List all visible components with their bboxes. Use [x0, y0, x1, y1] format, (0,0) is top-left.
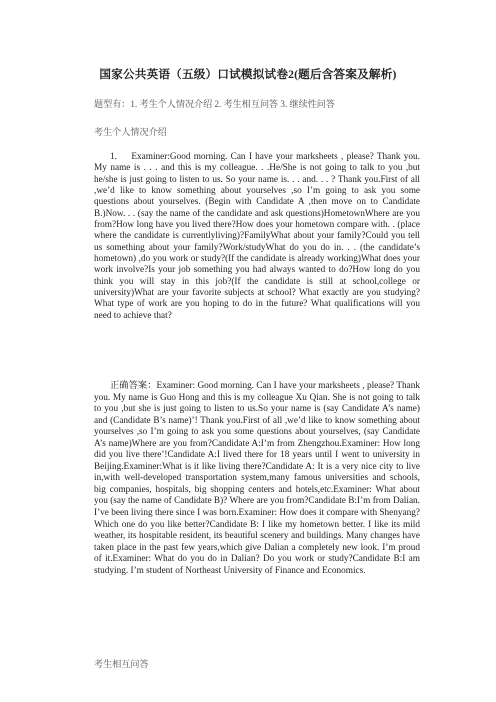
answer-paragraph: 正确答案：Examiner: Good morning. Can I have your marksheets , please? Thank you. My name is Guo Hong and this is my colleague Xu Qian. She is not going to talk to you ,but she is just going to listen to us.So your name is (say Candidate A’s name) and (Candidate B’s name)’! Thank you.First of all ,we’d like to know something about yourselves ,so I’m going to ask you some questions about yourselves, (say Candidate A’s name)Where are you from?Candidate A:I’m from Zhengzhou.Examiner: How long did you live there’!Candidate A:I lived there for 18 years until I went to university in Beijing.Examiner:What is it like living there?Candidate A: It is a very nice city to live in,with well-developed transportation system,many famous universities and schools, big companies, hospitals, big shopping centers and hotels,etc.Examiner: What about you (say the name of Candidate B)? Where are you from?Candidate B:I’m from Dalian. I’ve been living there since I was born.Examiner: How does it compare with Shenyang? Which one do you like better?Candidate B: I like my hometown better. I like its mild weather, its hospitable resident, its beautiful scenery and buildings. Many changes have taken place in the past few years,which give Dalian a completely new look. I’m proud of it.Examiner: What do you do in Dalian? Do you work or study?Candidate B:I am studying. I’m student of Northeast University of Finance and Economics. — [94, 381, 420, 576]
question-paragraph: 1. Examiner:Good morning. Can I have your marksheets , please? Thank you. My name is . . . and this is my colleague. . .He/She is not going to talk to you ,but he/she is just going to listen to us. So your name is. . . and. . . ? Thank you.First of all ,we’d like to know something about yourselves ,so I’m going to ask you some questions about yourselves. (Begin with Candidate A ,then move on to Candidate B.)Now. . . (say the name of the candidate and ask questions)HometownWhere are you from?How long have you lived there?How does your hometown compare with. . (place where the candidate is currentlyliving)?FamilyWhat about your family?Could you tell us something about your family?Work/studyWhat do you do in. . . (the candidate’s hometown) ,do you work or study?(If the candidate is already working)What does your work involve?Is your job something you had always wanted to do?How long do you think you will stay in this job?(If the candidate is still at school,college or university)What are your favorite subjects at school? What exactly are you studying? What type of work are you hoping to do in the future? What qualifications will you need to achieve that? — [94, 152, 420, 321]
document-title: 国家公共英语（五级）口试模拟试卷2(题后含答案及解析) — [99, 68, 397, 81]
section-heading-personal-intro: 考生个人情况介绍 — [94, 127, 167, 137]
question-types-line: 题型有：1. 考生个人情况介绍 2. 考生相互问答 3. 继续性问答 — [94, 99, 335, 109]
section-heading-mutual-qa: 考生相互问答 — [94, 659, 149, 669]
